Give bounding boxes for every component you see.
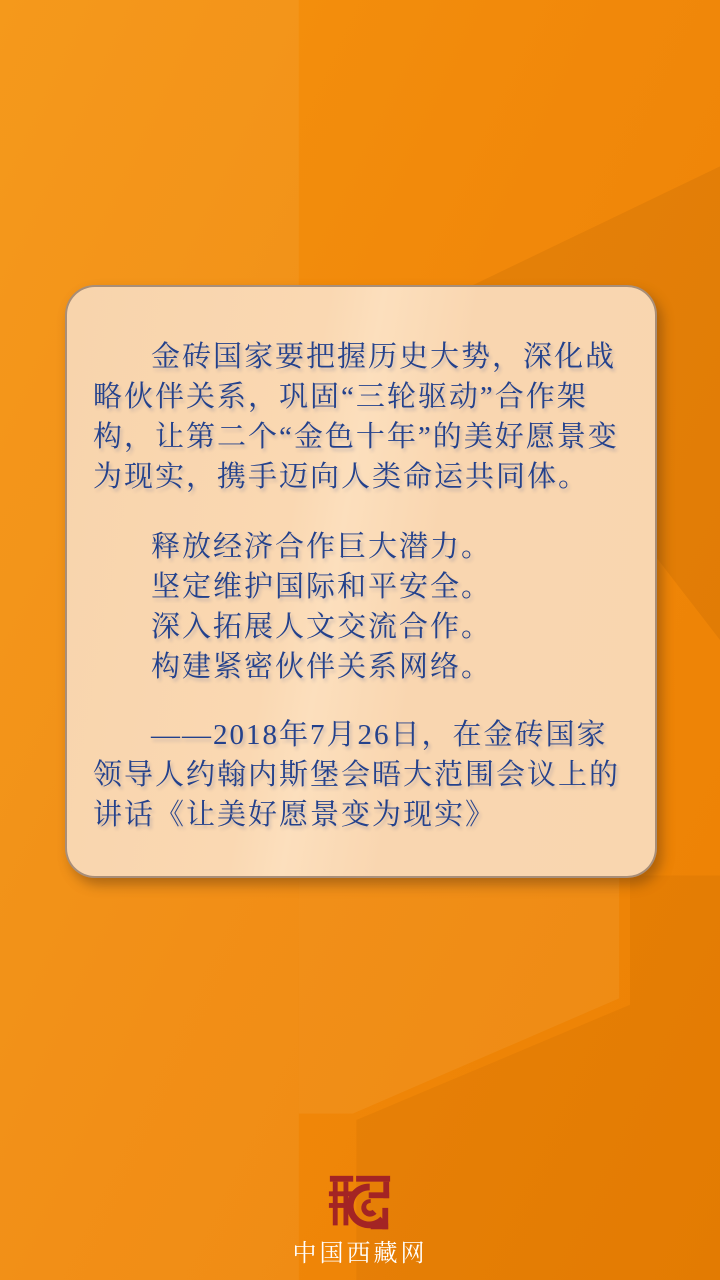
brand-footer — [0, 1172, 720, 1268]
tibet-seal-logo-icon — [326, 1172, 394, 1236]
quote-paragraph: 金砖国家要把握历史大势，深化战略伙伴关系，巩固“三轮驱动”合作架构，让第二个“金色十年”的美好愿景变为现实，携手迈向人类命运共同体。 — [93, 341, 619, 493]
brand-name: 中国西藏网 — [292, 1240, 428, 1267]
quote-point: 构建紧密伙伴关系网络。 — [151, 651, 493, 683]
quote-points-list — [93, 527, 629, 687]
quote-card — [65, 285, 657, 878]
quote-point: 释放经济合作巨大潜力。 — [151, 531, 493, 563]
quote-point: 坚定维护国际和平安全。 — [151, 571, 493, 603]
quote-point: 深入拓展人文交流合作。 — [151, 611, 493, 643]
quote-attribution: ——2018年7月26日，在金砖国家领导人约翰内斯堡会晤大范围会议上的讲话《让美好愿景变为现实》 — [93, 719, 621, 831]
